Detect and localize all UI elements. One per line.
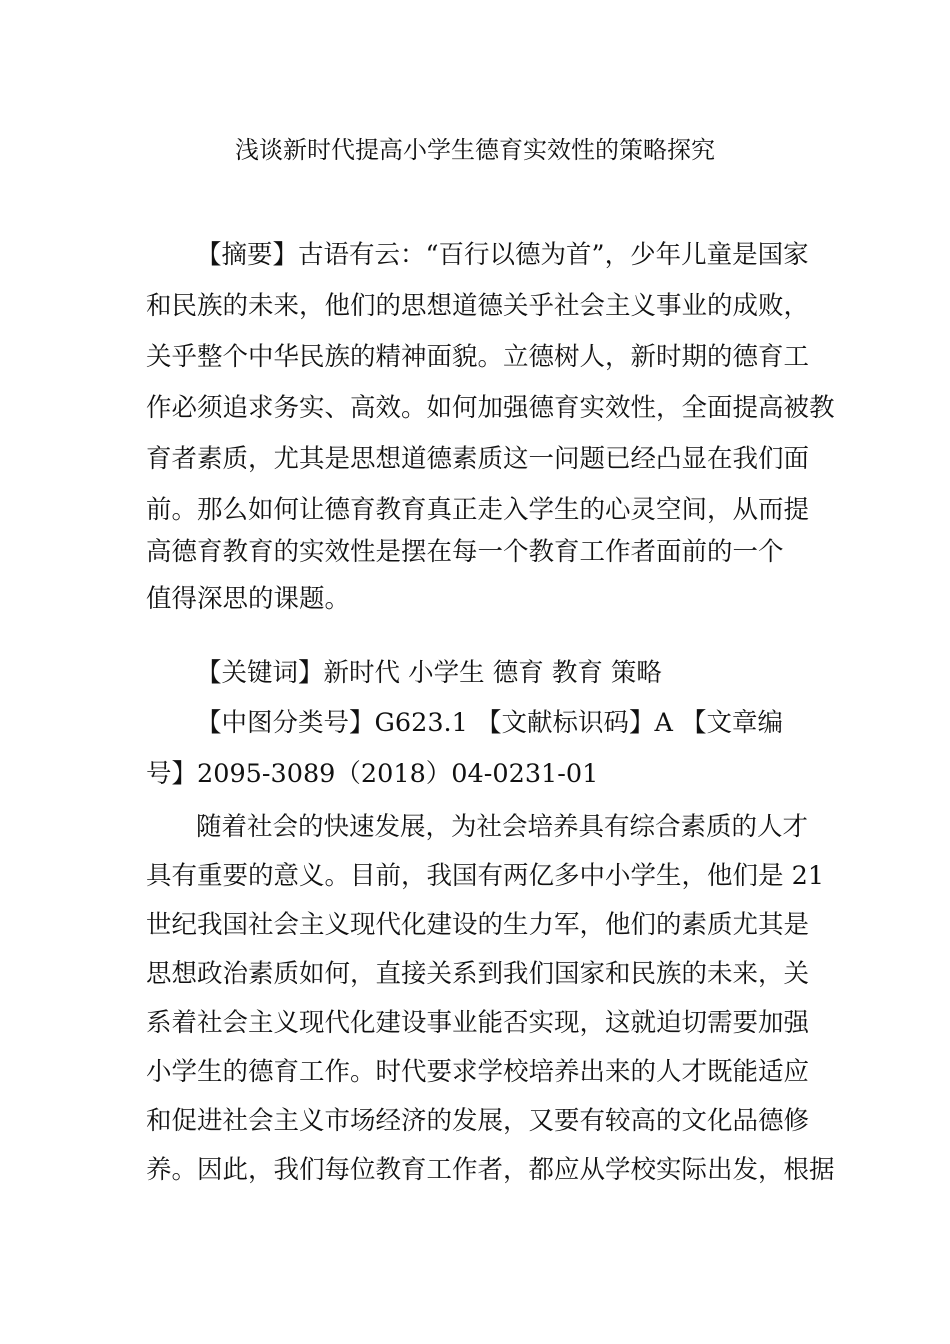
- body-line: 和促进社会主义市场经济的发展，又要有较高的文化品德修: [146, 1106, 810, 1136]
- classification-line: 【中图分类号】G623.1 【文献标识码】A 【文章编: [196, 708, 783, 738]
- abstract-line: 关乎整个中华民族的精神面貌。立德树人，新时期的德育工: [146, 342, 810, 372]
- article-title: 浅谈新时代提高小学生德育实效性的策略探究: [235, 136, 715, 164]
- classification-line: 号】2095-3089（2018）04-0231-01: [146, 759, 599, 789]
- abstract-line: 值得深思的课题。: [146, 584, 351, 614]
- body-line: 随着社会的快速发展，为社会培养具有综合素质的人才: [196, 812, 809, 842]
- abstract-line: 高德育教育的实效性是摆在每一个教育工作者面前的一个: [146, 537, 784, 567]
- abstract-line: 【摘要】古语有云：“百行以德为首”，少年儿童是国家: [196, 240, 809, 270]
- abstract-line: 育者素质，尤其是思想道德素质这一问题已经凸显在我们面: [146, 444, 810, 474]
- keywords-line: 【关键词】新时代 小学生 德育 教育 策略: [196, 658, 662, 688]
- abstract-line: 作必须追求务实、高效。如何加强德育实效性，全面提高被教: [146, 393, 835, 423]
- abstract-line: 和民族的未来，他们的思想道德关乎社会主义事业的成败，: [146, 291, 810, 321]
- body-line: 养。因此，我们每位教育工作者，都应从学校实际出发，根据: [146, 1155, 835, 1185]
- body-line: 思想政治素质如何，直接关系到我们国家和民族的未来，关: [146, 959, 810, 989]
- body-line: 世纪我国社会主义现代化建设的生力军，他们的素质尤其是: [146, 910, 810, 940]
- body-line: 系着社会主义现代化建设事业能否实现，这就迫切需要加强: [146, 1008, 810, 1038]
- body-line: 小学生的德育工作。时代要求学校培养出来的人才既能适应: [146, 1057, 810, 1087]
- body-line: 具有重要的意义。目前，我国有两亿多中小学生，他们是 21: [146, 861, 825, 891]
- abstract-line: 前。那么如何让德育教育真正走入学生的心灵空间，从而提: [146, 495, 810, 525]
